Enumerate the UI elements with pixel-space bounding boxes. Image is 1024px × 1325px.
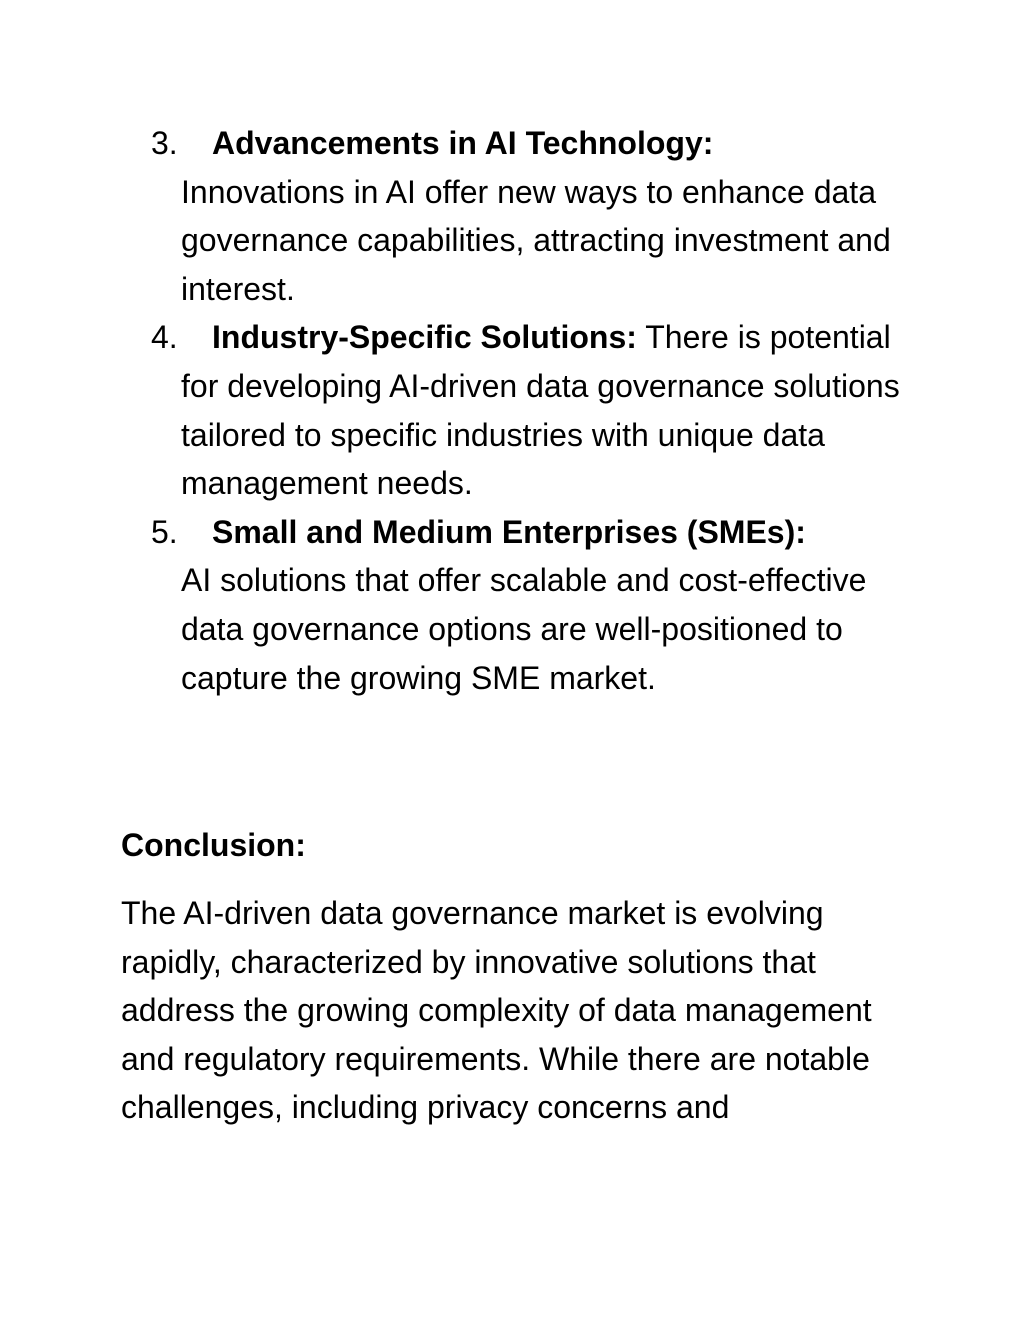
list-item-number: 4.	[151, 319, 178, 356]
list-item-title: Small and Medium Enterprises (SMEs):	[212, 513, 806, 550]
list-item	[0, 313, 906, 507]
list-item-title: Advancements in AI Technology:	[212, 125, 714, 161]
list-item-number: 5.	[151, 513, 178, 550]
list-item-title: Industry-Specific Solutions:	[212, 319, 637, 356]
list-item-body: AI solutions that offer scalable and cost-effective data governance options are well-positioned to capture the growing SME market.	[181, 562, 867, 696]
conclusion-heading: Conclusion:	[121, 827, 306, 863]
list-item-body: Innovations in AI offer new ways to enhance data governance capabilities, attracting investment and interest.	[181, 173, 891, 307]
list-item	[0, 119, 906, 313]
numbered-list	[0, 119, 1024, 702]
list-item-body: There is potential for developing AI-driven data governance solutions tailored to specific industries with unique data management needs.	[181, 319, 900, 502]
list-item	[0, 508, 906, 702]
conclusion-paragraph: The AI-driven data governance market is evolving rapidly, characterized by innovative solutions that address the growing complexity of data management and regulatory requirements. While there are notable challenges, including privacy concerns and	[121, 895, 872, 1126]
list-item-number: 3.	[151, 125, 178, 161]
